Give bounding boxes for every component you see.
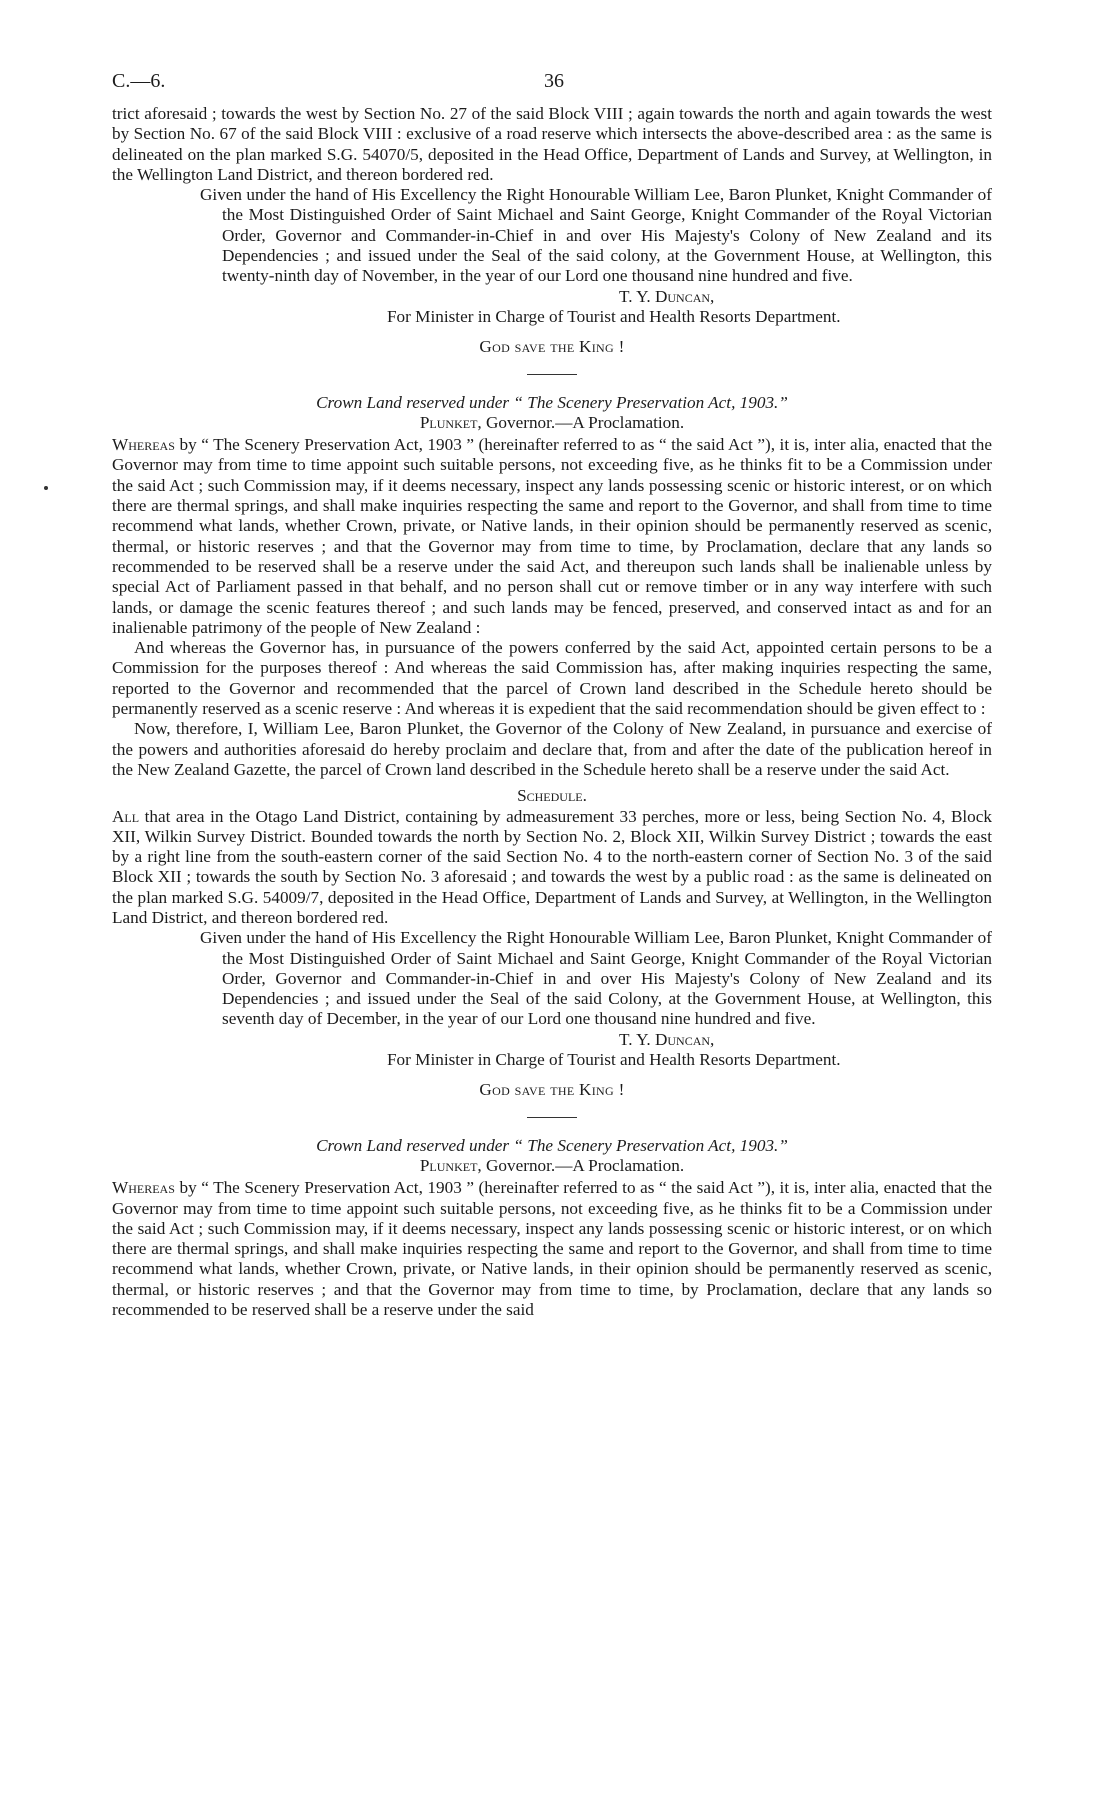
schedule-heading: Schedule. bbox=[517, 786, 587, 806]
proclamation-1-whereas-word: Whereas bbox=[112, 435, 175, 455]
schedule-paragraph bbox=[112, 807, 992, 929]
proclamation-2-whereas bbox=[112, 1178, 992, 1320]
proclamation-1-whereas-body: by “ The Scenery Preservation Act, 1903 ” (hereinafter referred to as “ the said Act ”), it is, inter alia, enacted that the Governor may from time to time appoint such suitable persons, not exceeding five, as he thinks fit to be a Commission under the said Act ; such Commission may, if it deems necessary, inspect any lands possessing scenic or historic interest, or on which there are thermal springs, and shall make inquiries respecting the same and report to the Governor, and shall from time to time recommend what lands, whether Crown, private, or Native lands, in their opinion should be permanently reserved as scenic, thermal, or historic reserves ; and that the Governor may from time to time, by Proclamation, declare that any lands so recommended to be reserved shall be a reserve under the said Act, and thereupon such lands shall be inalienable unless by special Act of Parliament passed in that behalf, and no person shall cut or remove timber or in any way interfere with such lands, or damage the scenic features thereof ; and such lands may be fenced, preserved, and conserved intact as and for an inalienable patrimony of the people of New Zealand : bbox=[112, 435, 993, 637]
document-reference: C.—6. bbox=[112, 70, 166, 92]
proclamation-2-title bbox=[112, 1136, 992, 1156]
proclamation-1-governor-name: Plunket, bbox=[419, 412, 482, 432]
proclamation-2-title-pre: Crown Land reserved under bbox=[316, 1135, 510, 1155]
proclamation-2-whereas-body: by “ The Scenery Preservation Act, 1903 ” (hereinafter referred to as “ the said Act ”), it is, inter alia, enacted that the Governor may from time to time appoint such suitable persons, not exceeding five, as he thinks fit to be a Commission under the said Act ; such Commission may, if it deems necessary, inspect any lands possessing scenic or historic interest, or on which there are thermal springs, and shall make inquiries respecting the same and report to the Governor, and shall from time to time recommend what lands, whether Crown, private, or Native lands, in their opinion should be permanently reserved as scenic, thermal, or historic reserves ; and that the Governor may from time to time, by Proclamation, declare that any lands so recommended to be reserved shall be a reserve under the said bbox=[112, 1178, 993, 1320]
signatory-name-1-text: T. Y. Duncan, bbox=[619, 286, 715, 306]
schedule-lead-word: All bbox=[112, 806, 140, 826]
signatory-title-1: For Minister in Charge of Tourist and Health Resorts Department. bbox=[387, 306, 841, 326]
proclamation-2-governor-name: Plunket, bbox=[419, 1155, 482, 1175]
schedule-body: that area in the Otago Land District, containing by admeasurement 33 perches, more or less, being Section No. 4, Block XII, Wilkin Survey District. Bounded towards the north by Section No. 2, Block XII, Wilkin Survey District ; towards the east by a right line from the south-eastern corner of the said Section No. 4 to the north-eastern corner of Section No. 3 of the said Block XII ; towards the south by Section No. 3 aforesaid ; and towards the west by a public road : as the same is delineated on the plan marked S.G. 54009/7, deposited in the Head Office, Department of Lands and Survey, at Wellington, in the Wellington Land District, and thereon bordered red. bbox=[112, 806, 992, 927]
signatory-title-2: For Minister in Charge of Tourist and Health Resorts Department. bbox=[387, 1050, 841, 1070]
margin-dot bbox=[44, 486, 48, 490]
document-body bbox=[112, 104, 992, 1320]
god-save-the-king-2: God save the King ! bbox=[479, 1080, 625, 1100]
signatory-name-2-text: T. Y. Duncan, bbox=[619, 1029, 715, 1049]
proclamation-1-now-therefore: Now, therefore, I, William Lee, Baron Plunket, the Governor of the Colony of New Zealand, in pursuance and exercise of the powers and authorities aforesaid do hereby proclaim and declare that, from and after the date of the publication hereof in the New Zealand Gazette, the parcel of Crown land described in the Schedule hereto shall be a reserve under the said Act. bbox=[112, 719, 992, 779]
intro-paragraph: trict aforesaid ; towards the west by Section No. 27 of the said Block VIII ; again towards the north and again towards the west by Section No. 67 of the said Block VIII : exclusive of a road reserve which intersects the above-described area : as the same is delineated on the plan marked S.G. 54070/5, deposited in the Head Office, Department of Lands and Survey, at Wellington, in the Wellington Land District, and thereon bordered red. bbox=[112, 104, 992, 184]
section-divider-2 bbox=[527, 1117, 577, 1118]
proclamation-1-title bbox=[112, 393, 992, 413]
proclamation-1-subtitle-rest: Governor.—A Proclamation. bbox=[486, 412, 685, 432]
page-header bbox=[112, 70, 992, 100]
proclamation-1-whereas bbox=[112, 435, 992, 638]
god-save-the-king-1: God save the King ! bbox=[479, 337, 625, 357]
proclamation-2-subtitle bbox=[112, 1156, 992, 1176]
given-under-hand-2: Given under the hand of His Excellency the Right Honourable William Lee, Baron Plunket, Knight Commander of the Most Distinguished Order of Saint Michael and Saint George, Knight Commander of the Royal Victorian Order, Governor and Commander-in-Chief in and over His Majesty's Colony of New Zealand and its Dependencies ; and issued under the Seal of the said Colony, at the Government House, at Wellington, this seventh day of December, in the year of our Lord one thousand nine hundred and five. bbox=[200, 928, 992, 1029]
proclamation-2-title-act: “ The Scenery Preservation Act, 1903.” bbox=[513, 1135, 788, 1155]
signatory-name-2 bbox=[619, 1030, 992, 1050]
page-number: 36 bbox=[544, 70, 564, 92]
proclamation-1-subtitle bbox=[112, 413, 992, 433]
proclamation-1-and-whereas: And whereas the Governor has, in pursuance of the powers conferred by the said Act, appointed certain persons to be a Commission for the purposes thereof : And whereas the said Commission has, after making inquiries respecting the same, reported to the Governor and recommended that the parcel of Crown land described in the Schedule hereto should be permanently reserved as a scenic reserve : And whereas it is expedient that the said recommendation should be given effect to : bbox=[112, 638, 992, 719]
proclamation-1-title-pre: Crown Land reserved under bbox=[316, 392, 510, 412]
given-under-hand-1: Given under the hand of His Excellency the Right Honourable William Lee, Baron Plunket, Knight Commander of the Most Distinguished Order of Saint Michael and Saint George, Knight Commander of the Royal Victorian Order, Governor and Commander-in-Chief in and over His Majesty's Colony of New Zealand and its Dependencies ; and issued under the Seal of the said colony, at the Government House, at Wellington, this twenty-ninth day of November, in the year of our Lord one thousand nine hundred and five. bbox=[200, 185, 992, 286]
proclamation-2-subtitle-rest: Governor.—A Proclamation. bbox=[486, 1155, 685, 1175]
section-divider-1 bbox=[527, 374, 577, 375]
proclamation-2-whereas-word: Whereas bbox=[112, 1178, 175, 1198]
signatory-name-1 bbox=[619, 287, 992, 307]
proclamation-1-title-act: “ The Scenery Preservation Act, 1903.” bbox=[513, 392, 788, 412]
